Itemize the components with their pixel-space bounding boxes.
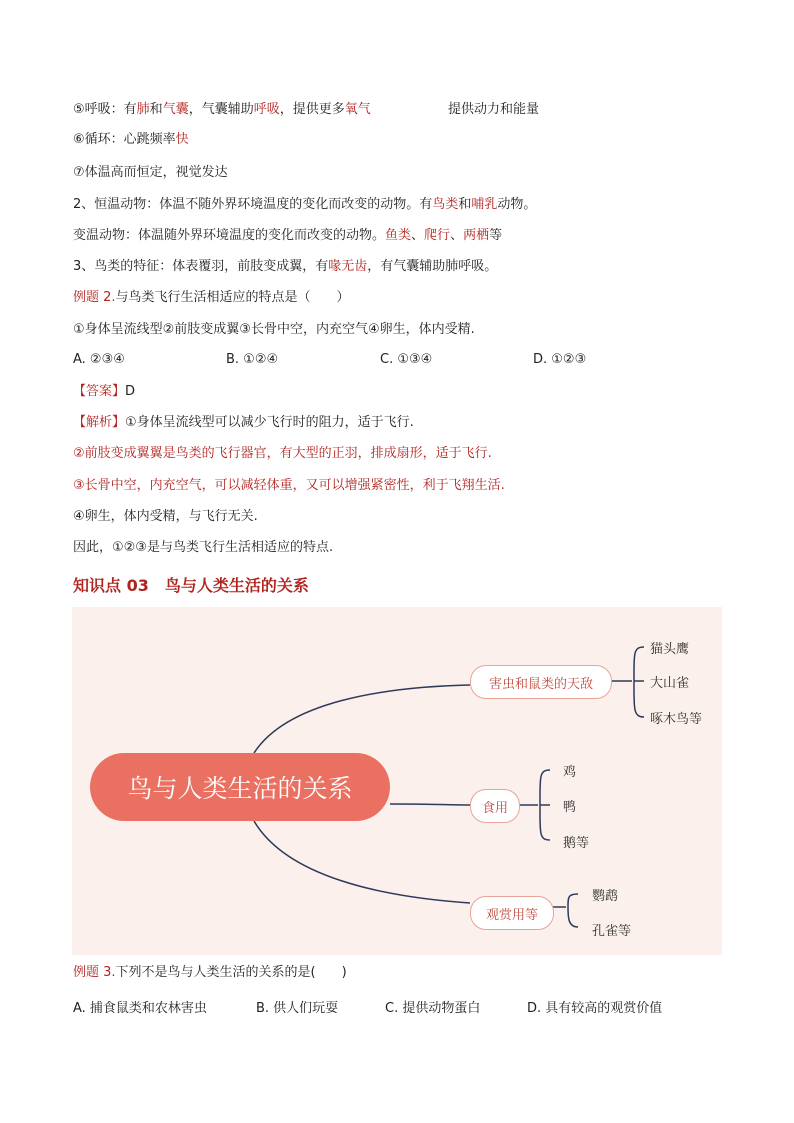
- connector-root-branch1: [254, 685, 470, 753]
- breathing-note: 提供动力和能量: [448, 102, 540, 117]
- branch-natural-enemies: 害虫和鼠类的天敌: [470, 665, 612, 699]
- leaf-peacock: 孔雀等: [592, 924, 632, 939]
- connector-root-branch3: [254, 821, 470, 903]
- circulation-line: ⑥循环：心跳频率快: [73, 132, 189, 147]
- example2-option-c: C. ①③④: [380, 352, 433, 367]
- example2-analysis-2: ②前肢变成翼翼是鸟类的飞行器官，有大型的正羽，排成扇形，适于飞行.: [73, 446, 492, 461]
- leaf-duck: 鸭: [563, 800, 577, 815]
- example2-question: 例题 2.与鸟类飞行生活相适应的特点是（ ）: [73, 290, 350, 305]
- example2-analysis-1: 【解析】①身体呈流线型可以减少飞行时的阻力，适于飞行.: [73, 415, 414, 430]
- example2-option-a: A. ②③④: [73, 352, 125, 367]
- leaf-great-tit: 大山雀: [650, 676, 690, 691]
- branch-food: 食用: [470, 789, 520, 823]
- leaf-parrot: 鹦鹉: [592, 889, 619, 904]
- leaf-owl: 猫头鹰: [650, 642, 690, 657]
- mindmap: [72, 607, 722, 955]
- example3-question: 例题 3.下列不是鸟与人类生活的关系的是( ): [73, 965, 347, 980]
- branch-ornamental: 观赏用等: [470, 896, 554, 930]
- example2-conclusion: 因此，①②③是与鸟类飞行生活相适应的特点.: [73, 540, 334, 555]
- example3-option-a: A. 捕食鼠类和农林害虫: [73, 1001, 207, 1016]
- leaf-chicken: 鸡: [563, 765, 577, 780]
- example2-analysis-4: ④卵生，体内受精，与飞行无关.: [73, 509, 258, 524]
- leaf-woodpecker: 啄木鸟等: [650, 712, 703, 727]
- section-title: 知识点 03 鸟与人类生活的关系: [73, 576, 309, 595]
- breathing-line: ⑤呼吸：有肺和气囊，气囊辅助呼吸，提供更多氧气: [73, 102, 371, 117]
- example3-option-d: D. 具有较高的观赏价值: [527, 1001, 663, 1016]
- connector-branch2-leaves: [518, 770, 550, 840]
- example2-answer: 【答案】D: [73, 384, 136, 399]
- leaf-goose: 鹅等: [563, 836, 590, 851]
- example3-option-b: B. 供人们玩耍: [256, 1001, 339, 1016]
- connector-branch3-leaves: [552, 894, 578, 927]
- temperature-line: ⑦体温高而恒定，视觉发达: [73, 165, 228, 180]
- variable-temp-line: 变温动物：体温随外界环境温度的变化而改变的动物。鱼类、爬行、两栖等: [73, 228, 503, 243]
- example2-option-d: D. ①②③: [533, 352, 587, 367]
- example2-analysis-3: ③长骨中空，内充空气，可以减轻体重，又可以增强紧密性，利于飞翔生活.: [73, 478, 505, 493]
- mindmap-root: 鸟与人类生活的关系: [90, 753, 390, 821]
- example2-statements: ①身体呈流线型②前肢变成翼③长骨中空，内充空气④卵生，体内受精.: [73, 322, 475, 337]
- connector-branch1-leaves: [612, 647, 644, 717]
- example2-option-b: B. ①②④: [226, 352, 279, 367]
- example3-option-c: C. 提供动物蛋白: [385, 1001, 481, 1016]
- bird-features-line: 3、鸟类的特征：体表覆羽，前肢变成翼，有喙无齿，有气囊辅助肺呼吸。: [73, 259, 498, 274]
- connector-root-branch2: [390, 804, 470, 805]
- constant-temp-line: 2、恒温动物：体温不随外界环境温度的变化而改变的动物。有鸟类和哺乳动物。: [73, 197, 537, 212]
